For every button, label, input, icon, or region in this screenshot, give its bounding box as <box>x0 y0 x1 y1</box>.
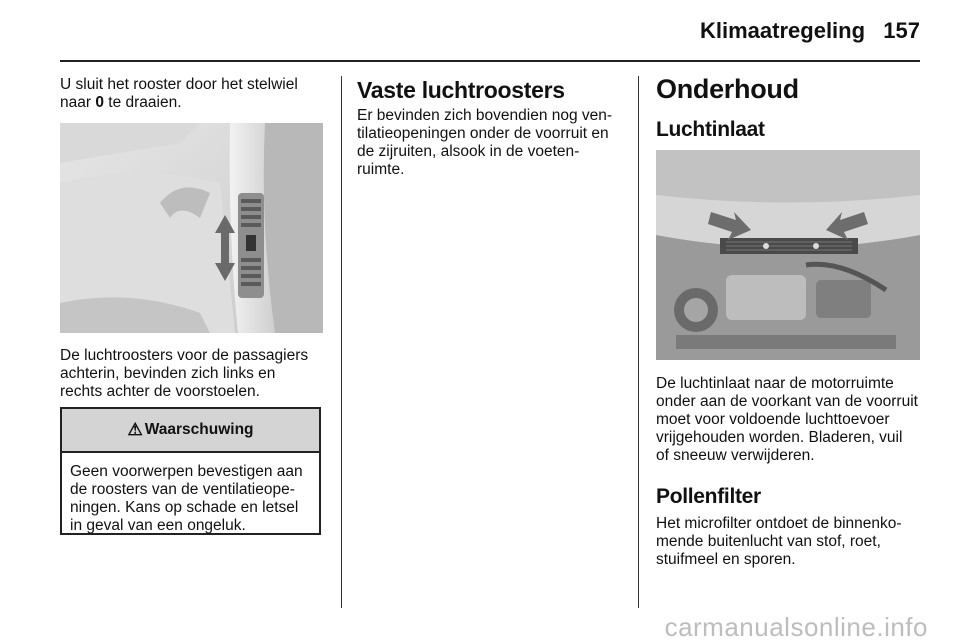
rear-vent-illustration <box>60 123 323 333</box>
page-header-title: Klimaatregeling <box>700 18 866 43</box>
section-line: de zijruiten, alsook in de voeten- <box>357 143 580 160</box>
chapter-heading: Onderhoud <box>656 74 799 104</box>
column-divider-left <box>341 76 342 608</box>
paragraph-line: of sneeuw verwijderen. <box>656 447 815 464</box>
maintenance-heading-block <box>656 74 926 142</box>
paragraph-line: onder aan de voorkant van de voorruit <box>656 393 918 410</box>
section-line: tilatieopeningen onder de voorruit en <box>357 125 609 142</box>
warning-line: de roosters van de ventilatieope- <box>70 481 295 498</box>
warning-title: Waarschuwing <box>144 421 254 438</box>
paragraph-line: moet voor voldoende luchttoevoer <box>656 411 890 428</box>
paragraph-line: mende buitenlucht van stof, roet, <box>656 533 881 550</box>
engine-bay-image <box>656 150 920 360</box>
air-inlet-paragraph <box>656 375 931 465</box>
dial-position: 0 <box>95 94 104 111</box>
pollen-filter-section <box>656 485 931 569</box>
caption-paragraph <box>60 347 330 401</box>
section-line: ruimte. <box>357 161 405 178</box>
caption-line: rechts achter de voorstoelen. <box>60 383 260 400</box>
intro-line: naar 0 te draaien. <box>60 94 182 111</box>
fixed-vents-section <box>357 77 629 179</box>
header-rule <box>60 60 920 62</box>
warning-header <box>62 409 319 453</box>
air-inlet-illustration <box>656 150 920 360</box>
section-heading: Vaste luchtroosters <box>357 77 565 103</box>
warning-line: ningen. Kans op schade en letsel <box>70 499 299 516</box>
page-number: 157 <box>883 18 920 43</box>
air-inlet-heading: Luchtinlaat <box>656 118 765 141</box>
pollen-filter-heading: Pollenfilter <box>656 485 761 508</box>
warning-line: Geen voorwerpen bevestigen aan <box>70 463 303 480</box>
paragraph-line: Het microfilter ontdoet de binnenko- <box>656 515 902 532</box>
caption-line: achterin, bevinden zich links en <box>60 365 276 382</box>
warning-box <box>60 407 321 535</box>
paragraph-line: stuifmeel en sporen. <box>656 551 796 568</box>
site-watermark: carmanualsonline.info <box>664 612 928 642</box>
rear-vent-image <box>60 123 323 333</box>
warning-line: in geval van een ongeluk. <box>70 517 246 534</box>
paragraph-line: De luchtinlaat naar de motorruimte <box>656 375 894 392</box>
warning-body <box>62 453 319 545</box>
intro-line: U sluit het rooster door het stelwiel <box>60 76 298 93</box>
column-divider-right <box>638 76 639 608</box>
warning-icon: ⚠ <box>127 420 143 439</box>
caption-line: De luchtroosters voor de passagiers <box>60 347 309 364</box>
intro-paragraph <box>60 76 330 112</box>
section-line: Er bevinden zich bovendien nog ven- <box>357 107 613 124</box>
paragraph-line: vrijgehouden worden. Bladeren, vuil <box>656 429 903 446</box>
